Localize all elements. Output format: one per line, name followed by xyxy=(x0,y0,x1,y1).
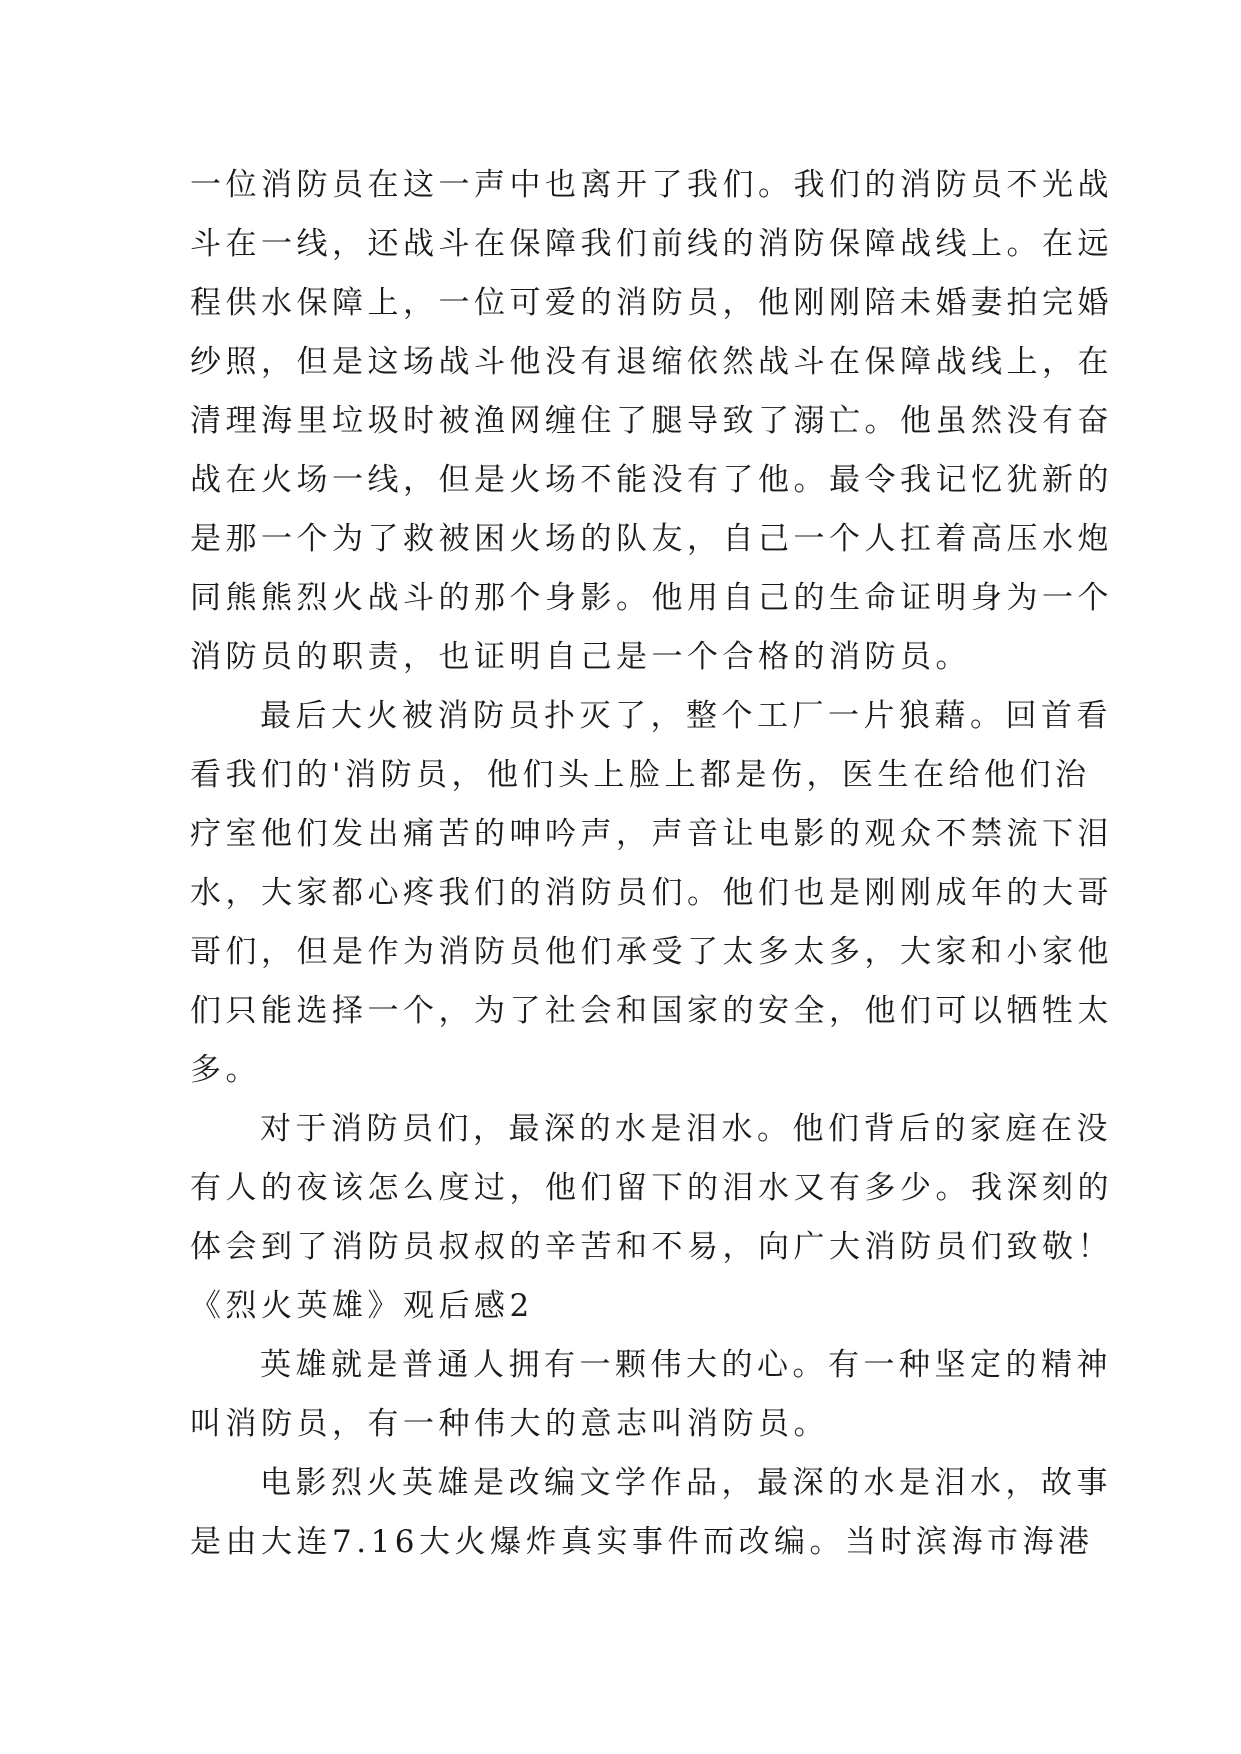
text-line: 消防员的职责，也证明自己是一个合格的消防员。 xyxy=(190,639,971,675)
text-line: 多。 xyxy=(190,1052,261,1088)
text-line: 水，大家都心疼我们的消防员们。他们也是刚刚成年的大哥 xyxy=(190,875,1113,911)
text-line: 纱照，但是这场战斗他没有退缩依然战斗在保障战线上，在 xyxy=(190,344,1113,380)
text-line: 叫消防员，有一种伟大的意志叫消防员。 xyxy=(190,1406,829,1442)
text-line: 是那一个为了救被困火场的队友，自己一个人扛着高压水炮 xyxy=(190,521,1113,557)
paragraph-start-line: 对于消防员们，最深的水是泪水。他们背后的家庭在没 xyxy=(260,1111,1112,1147)
text-line: 们只能选择一个，为了社会和国家的安全，他们可以牺牲太 xyxy=(190,993,1113,1029)
paragraph-start-line: 最后大火被消防员扑灭了，整个工厂一片狼藉。回首看 xyxy=(260,698,1112,734)
text-line: 疗室他们发出痛苦的呻吟声，声音让电影的观众不禁流下泪 xyxy=(190,816,1113,852)
text-line: 同熊熊烈火战斗的那个身影。他用自己的生命证明身为一个 xyxy=(190,580,1113,616)
text-line: 哥们，但是作为消防员他们承受了太多太多，大家和小家他 xyxy=(190,934,1113,970)
text-line: 清理海里垃圾时被渔网缠住了腿导致了溺亡。他虽然没有奋 xyxy=(190,403,1113,439)
text-line: 程供水保障上，一位可爱的消防员，他刚刚陪未婚妻拍完婚 xyxy=(190,285,1113,321)
text-line: 斗在一线，还战斗在保障我们前线的消防保障战线上。在远 xyxy=(190,226,1113,262)
article-body xyxy=(190,156,1113,1572)
text-line: 战在火场一线，但是火场不能没有了他。最令我记忆犹新的 xyxy=(190,462,1113,498)
text-line: 一位消防员在这一声中也离开了我们。我们的消防员不光战 xyxy=(190,167,1113,203)
text-line: 有人的夜该怎么度过，他们留下的泪水又有多少。我深刻的 xyxy=(190,1170,1113,1206)
paragraph-start-line: 电影烈火英雄是改编文学作品，最深的水是泪水，故事 xyxy=(260,1465,1112,1501)
text-line: 体会到了消防员叔叔的辛苦和不易，向广大消防员们致敬！ xyxy=(190,1229,1113,1265)
text-line: 是由大连7.16大火爆炸真实事件而改编。当时滨海市海港 xyxy=(190,1524,1094,1560)
paragraph-start-line: 英雄就是普通人拥有一颗伟大的心。有一种坚定的精神 xyxy=(260,1347,1112,1383)
section-heading: 《烈火英雄》观后感2 xyxy=(190,1288,534,1324)
text-line: 看我们的'消防员，他们头上脸上都是伤，医生在给他们治 xyxy=(190,757,1091,793)
